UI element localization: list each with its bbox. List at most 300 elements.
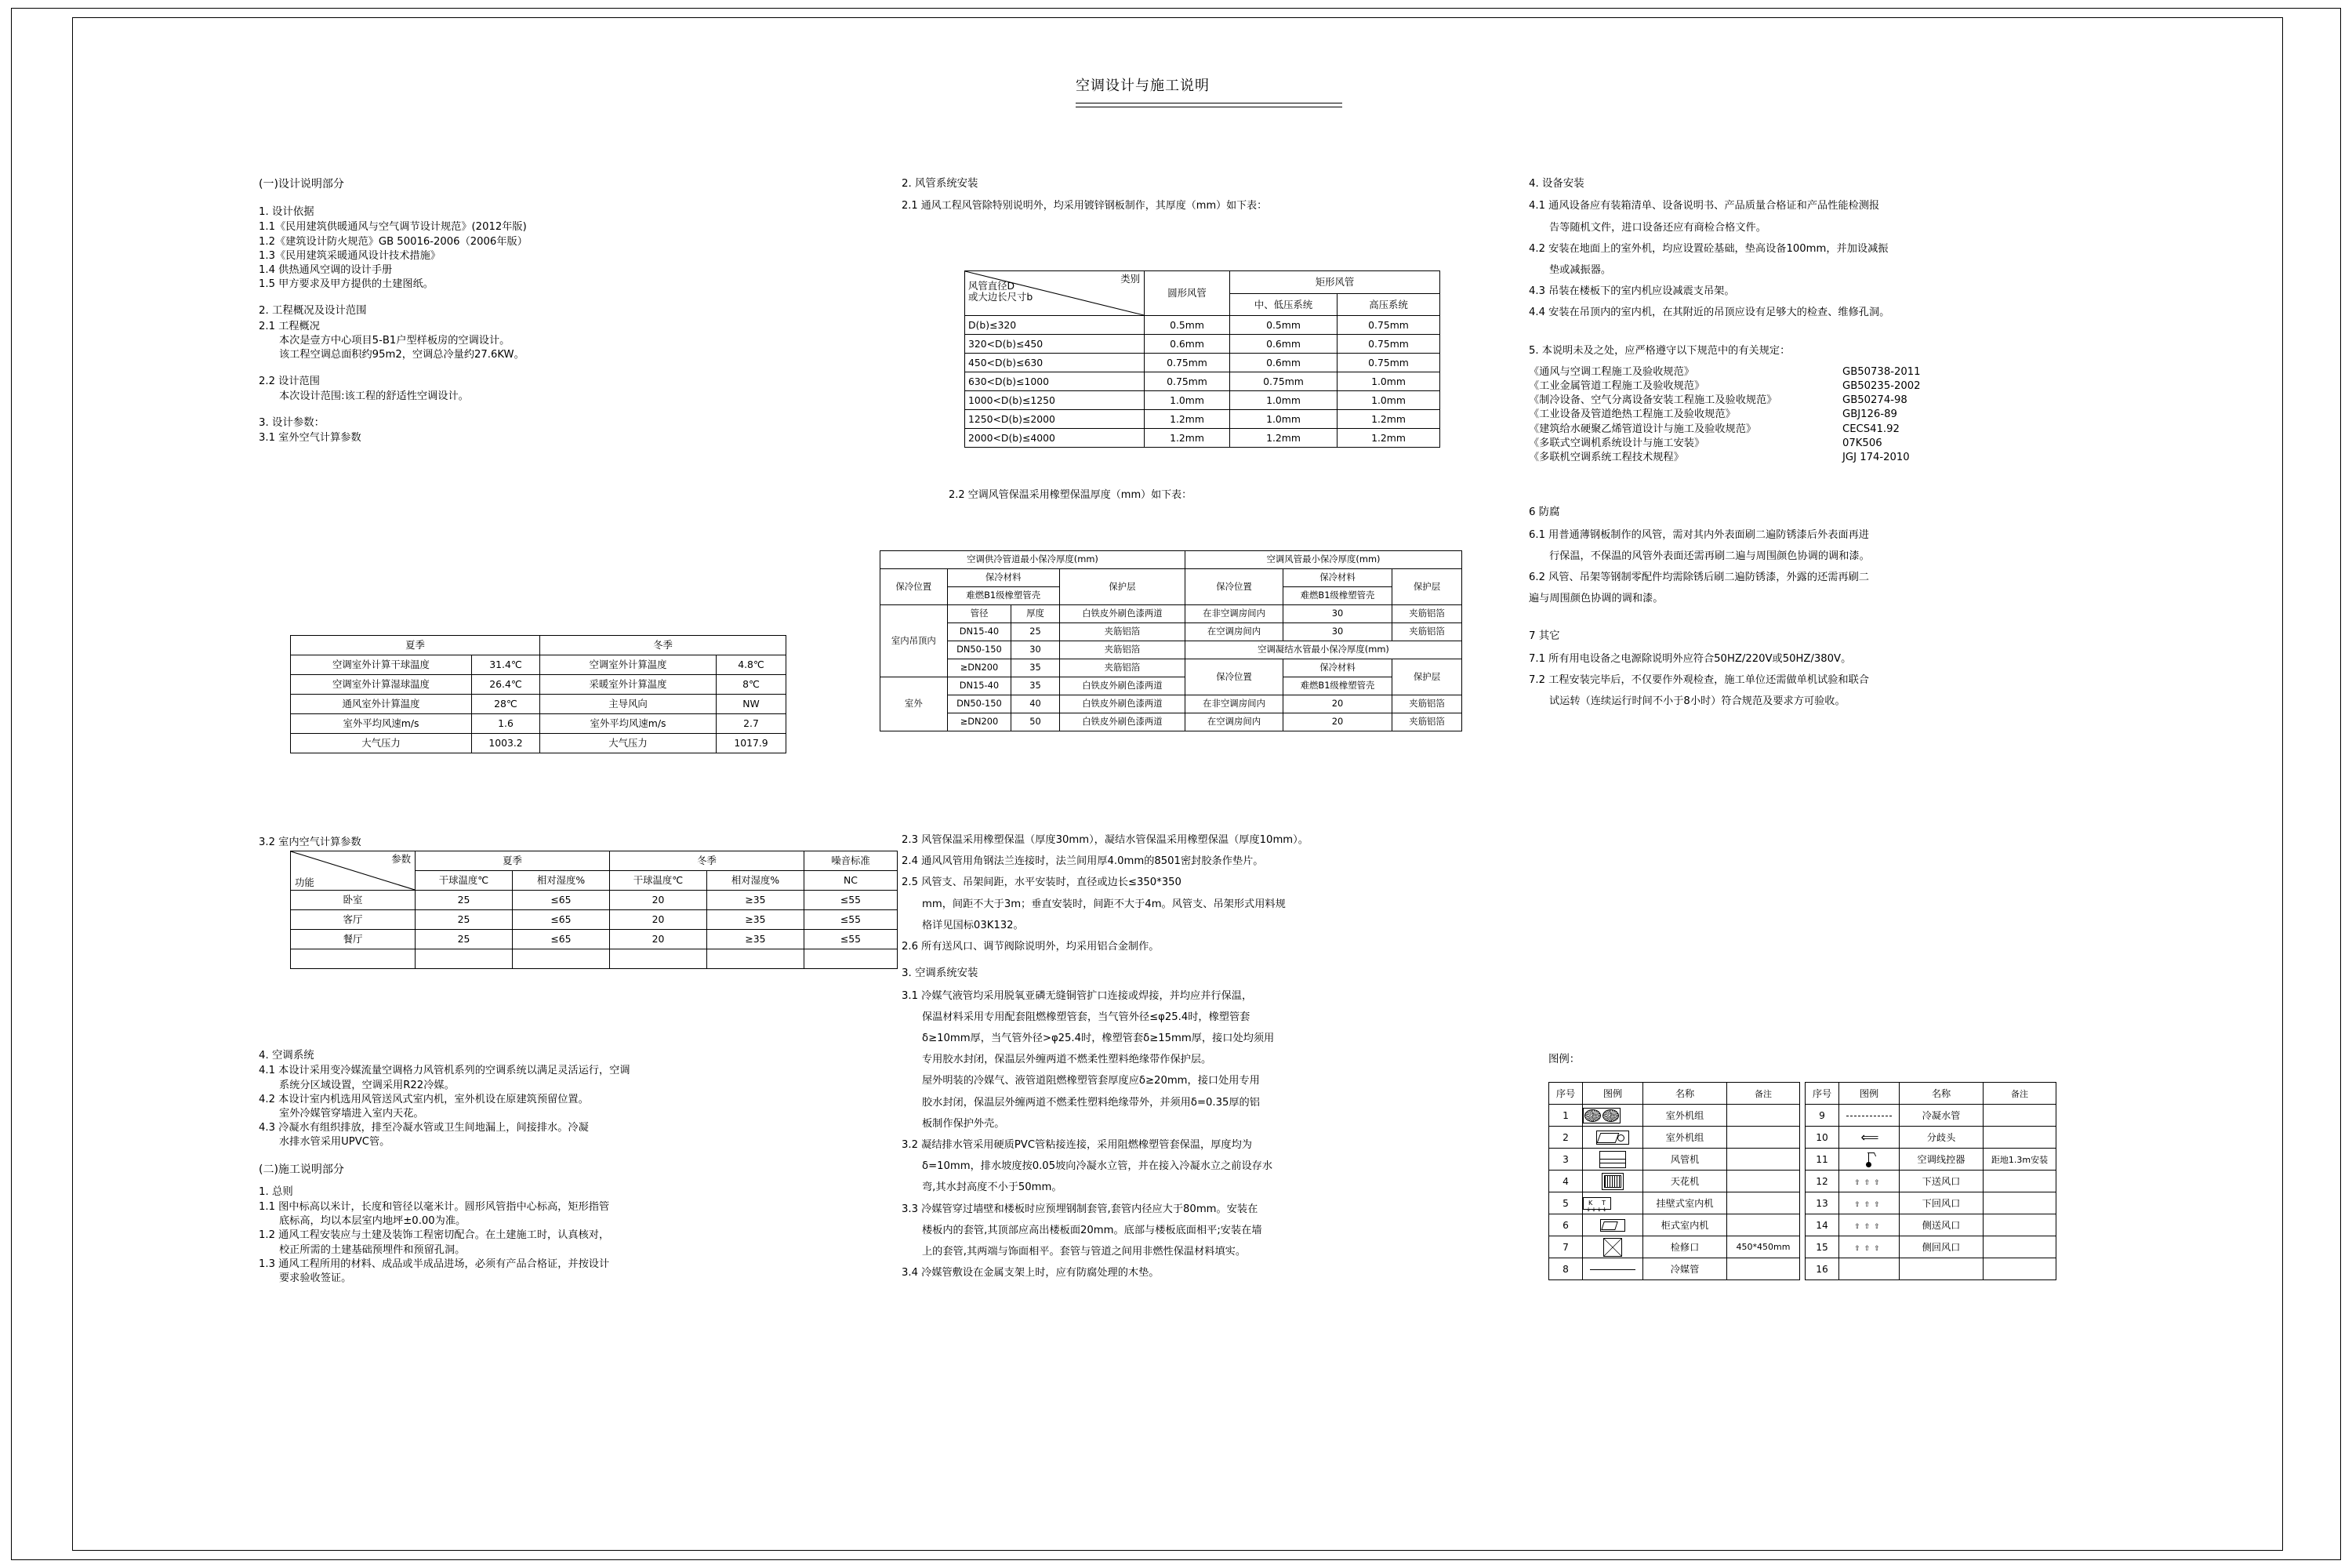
design-basis-item: 1.5 甲方要求及甲方提供的土建图纸。 (259, 278, 434, 291)
cell: 白铁皮外刷色漆两道 (1059, 677, 1185, 695)
ac-install-line: 胶水封闭，保温层外缠两道不燃柔性塑料绝缘带外，并须用δ=0.35厚的铝 (922, 1096, 1260, 1109)
section-3-1-heading: 3.1 室外空气计算参数 (259, 432, 361, 445)
legend-remark (1984, 1236, 2056, 1258)
pipe-insulation-caption: 空调供冷管道最小保冷厚度(mm) (880, 551, 1185, 569)
ac-install-line: 板制作保护外壳。 (922, 1117, 1005, 1130)
design-basis-item: 1.3《民用建筑采暖通风设计技术措施》 (259, 249, 441, 262)
ac-system-line: 系统分区域设置，空调采用R22冷媒。 (279, 1079, 455, 1091)
material-sub-header: 难燃B1级橡塑管壳 (1283, 677, 1392, 695)
construction-general-line: 校正所需的土建基础预埋件和预留孔洞。 (279, 1243, 466, 1256)
summer-group-header: 夏季 (291, 636, 540, 655)
cell: 夹筋铝箔 (1392, 713, 1462, 731)
anticorrosion-line: 6.1 用普通薄钢板制作的风管，需对其内外表面刷二遍防锈漆后外表面再进 (1529, 528, 1869, 541)
legend-remark (1984, 1171, 2056, 1192)
standard-row (1529, 424, 2180, 434)
size-range: 1250<D(b)≤2000 (965, 410, 1145, 429)
left-column (259, 179, 760, 447)
cell: 夹筋铝箔 (1392, 623, 1462, 641)
sub-header: NC (804, 871, 898, 891)
legend-no: 14 (1806, 1214, 1839, 1236)
legend-col-remark: 备注 (1984, 1083, 2056, 1105)
ac-install-line: 弯,其水封高度不小于50mm。 (922, 1181, 1062, 1194)
legend-no: 6 (1549, 1214, 1583, 1236)
size-range: D(b)≤320 (965, 316, 1145, 335)
cell: 0.75mm (1145, 354, 1230, 372)
equipment-install-line: 告等随机文件，进口设备还应有商检合格文件。 (1549, 221, 1766, 234)
ac-system-line: 4.2 本设计室内机选用风管送风式室内机，室外机设在原建筑预留位置。 (259, 1093, 589, 1105)
noise-group-header: 噪音标准 (804, 851, 898, 871)
param-label: 采暖室外计算温度 (540, 675, 717, 695)
standard-code: GB50235-2002 (1842, 380, 1921, 393)
cell: 0.5mm (1230, 316, 1338, 335)
side-return-grille-icon: ⇧⇧⇧ (1839, 1236, 1900, 1258)
legend-remark: 450*450mm (1727, 1236, 1800, 1258)
size-range: 320<D(b)≤450 (965, 335, 1145, 354)
ac-install-line: δ=10mm，排水坡度按0.05坡向冷凝水立管，并在接入冷凝水立之前设存水 (922, 1160, 1273, 1173)
cell: DN15-40 (947, 677, 1011, 695)
legend-no: 12 (1806, 1171, 1839, 1192)
section-3-heading: 3. 设计参数： (259, 416, 325, 429)
equipment-install-line: 4.1 通风设备应有装箱清单、设备说明书、产品质量合格证和产品性能检测报 (1529, 200, 1880, 212)
cell: ≤55 (804, 930, 898, 949)
legend-name: 下送风口 (1900, 1171, 1984, 1192)
cell: ≤65 (513, 910, 610, 930)
cell (610, 949, 707, 969)
winter-group-header: 冬季 (610, 851, 804, 871)
project-overview-line: 本次是壹方中心项目5-B1户型样板房的空调设计。 (279, 335, 510, 347)
duct-note: 2.4 通风风管用角钢法兰连接时，法兰间用厚4.0mm的8501密封胶条作垫片。 (902, 855, 1264, 868)
param-label: 主导风向 (540, 695, 717, 714)
legend-no: 1 (1549, 1105, 1583, 1127)
anticorrosion-line: 遍与周围颜色协调的调和漆。 (1529, 593, 1664, 605)
material-header: 保冷材料 (1283, 569, 1392, 587)
param-label: 大气压力 (291, 734, 472, 753)
standard-name: 《工业金属管道工程施工及验收规范》 (1529, 380, 1705, 393)
ac-install-line: 专用胶水封闭，保温层外缠两道不燃柔性塑料绝缘带作保护层。 (922, 1054, 1212, 1066)
standard-name: 《建筑给水硬聚乙烯管道设计与施工及验收规范》 (1529, 423, 1757, 435)
room-name: 客厅 (291, 910, 416, 930)
position-header: 保冷位置 (1185, 569, 1283, 605)
size-range: 1000<D(b)≤1250 (965, 391, 1145, 410)
cell: 管径 (947, 605, 1011, 623)
other-heading: 7 其它 (1529, 630, 1560, 643)
table-row (965, 316, 1440, 335)
legend-col-remark: 备注 (1727, 1083, 1800, 1105)
legend-name: 柜式室内机 (1643, 1214, 1727, 1236)
cell: 1.0mm (1338, 372, 1440, 391)
standard-code: GB50738-2011 (1842, 365, 1921, 378)
indoor-diagonal-header (291, 851, 416, 891)
refrigerant-pipe-icon (1583, 1258, 1643, 1280)
design-part-heading: (一)设计说明部分 (259, 178, 344, 191)
table-row (880, 641, 1462, 659)
standard-name: 《多联机空调系统工程技术规程》 (1529, 452, 1684, 464)
legend-no: 16 (1806, 1258, 1839, 1280)
room-name: 餐厅 (291, 930, 416, 949)
cell: 1.0mm (1230, 391, 1338, 410)
legend-remark (1727, 1192, 1800, 1214)
equipment-install-line: 4.3 吊装在楼板下的室内机应设减震支吊架。 (1529, 285, 1735, 298)
cell: 1.0mm (1145, 391, 1230, 410)
cell: 夹筋铝箔 (1392, 695, 1462, 713)
cell: 0.75mm (1338, 354, 1440, 372)
duct-note: 2.3 风管保温采用橡塑保温（厚度30mm），凝结水管保温采用橡塑保温（厚度10mm）。 (902, 834, 1308, 846)
legend-name: 下回风口 (1900, 1192, 1984, 1214)
cell: 30 (1283, 623, 1392, 641)
legend-row (1806, 1105, 2056, 1127)
cell: 30 (1011, 641, 1059, 659)
legend-name: 侧送风口 (1900, 1214, 1984, 1236)
diag-bottom-label-1: 风管直径D (968, 280, 1015, 292)
page-title: 空调设计与施工说明 (1076, 78, 1210, 94)
cell: 40 (1011, 695, 1059, 713)
cell: 0.6mm (1230, 335, 1338, 354)
legend-row (1549, 1236, 1800, 1258)
material-header: 保冷材料 (1283, 659, 1392, 677)
param-value: 1.6 (472, 714, 540, 734)
cell: ≥35 (707, 891, 804, 910)
param-value: 4.8℃ (717, 655, 786, 675)
legend-name: 室外机组 (1643, 1127, 1727, 1149)
duct-note: mm，间距不大于3m；垂直安装时，间距不大于4m。风管支、吊架形式用料规 (922, 898, 1286, 910)
cell: 夹筋铝箔 (1059, 641, 1185, 659)
standard-code: GB50274-98 (1842, 394, 1907, 407)
cell: 20 (1283, 695, 1392, 713)
standard-row (1529, 452, 2180, 463)
standard-code: GBJ126-89 (1842, 408, 1897, 421)
cell: ≤55 (804, 891, 898, 910)
table-row (880, 659, 1462, 677)
material-sub-header: 难燃B1级橡塑管壳 (947, 587, 1059, 605)
equipment-install-line: 4.4 安装在吊顶内的室内机，在其附近的吊顶应设有足够大的检查、维修孔洞。 (1529, 307, 1890, 319)
section-3-2-heading: 3.2 室内空气计算参数 (259, 837, 361, 848)
protection-header: 保护层 (1392, 569, 1462, 605)
legend-name: 室外机组 (1643, 1105, 1727, 1127)
cell: 20 (610, 891, 707, 910)
param-label: 大气压力 (540, 734, 717, 753)
legend-no: 5 (1549, 1192, 1583, 1214)
legend-name: 风管机 (1643, 1149, 1727, 1171)
table-row (965, 335, 1440, 354)
cell: 20 (610, 910, 707, 930)
table-row (880, 623, 1462, 641)
insulation-caption: 2.2 空调风管保温采用橡塑保温厚度（mm）如下表： (949, 489, 1192, 501)
legend-row (1549, 1214, 1800, 1236)
table-row (291, 949, 898, 969)
legend-name: 空调线控器 (1900, 1149, 1984, 1171)
cell: 夹筋铝箔 (1392, 605, 1462, 623)
cell: 1.0mm (1338, 391, 1440, 410)
legend-no: 4 (1549, 1171, 1583, 1192)
cell: 25 (1011, 623, 1059, 641)
cell: 在非空调房间内 (1185, 605, 1283, 623)
cell: 夹筋铝箔 (1059, 659, 1185, 677)
position-group-indoor: 室内吊顶内 (880, 605, 948, 677)
cell: 厚度 (1011, 605, 1059, 623)
legend-no: 11 (1806, 1149, 1839, 1171)
param-value: 26.4℃ (472, 675, 540, 695)
side-supply-grille-icon: ⇧⇧⇧ (1839, 1214, 1900, 1236)
legend-row (1806, 1127, 2056, 1149)
ac-install-line: 3.2 凝结排水管采用硬质PVC管粘接连接，采用阻燃橡塑管套保温，厚度均为 (902, 1139, 1252, 1152)
cell: 0.75mm (1145, 372, 1230, 391)
other-line: 试运转（连续运行时间不小于8小时）符合规范及要求方可验收。 (1549, 695, 1846, 708)
cell (416, 949, 513, 969)
cell: ≤55 (804, 910, 898, 930)
position-header: 保冷位置 (1185, 659, 1283, 695)
param-label: 通风室外计算温度 (291, 695, 472, 714)
cell: 1.0mm (1230, 410, 1338, 429)
ac-install-line: 3.3 冷媒管穿过墙壁和楼板时应预埋钢制套管,套管内径应大于80mm。安装在 (902, 1203, 1258, 1215)
other-line: 7.1 所有用电设备之电源除说明外应符合50HZ/220V或50HZ/380V。 (1529, 652, 1852, 665)
ac-install-line: 楼板内的套管,其顶部应高出楼板面20mm。底部与楼板底面相平;安装在墙 (922, 1224, 1262, 1236)
section-4-heading: 4. 空调系统 (259, 1050, 314, 1062)
legend-no: 7 (1549, 1236, 1583, 1258)
sub-header: 相对湿度% (513, 871, 610, 891)
ac-install-line: 3.4 冷媒管敷设在金属支架上时，应有防腐处理的木垫。 (902, 1267, 1160, 1279)
legend-row (1549, 1258, 1800, 1280)
section-2-2-heading: 2.2 设计范围 (259, 376, 320, 388)
legend-table-left (1548, 1082, 1800, 1280)
rect-duct-header: 矩形风管 (1230, 271, 1440, 294)
cell: 0.75mm (1338, 335, 1440, 354)
legend-no: 10 (1806, 1127, 1839, 1149)
ac-system-line: 室外冷媒管穿墙进入室内天花。 (279, 1108, 424, 1120)
table-row (965, 429, 1440, 448)
cell: 25 (416, 891, 513, 910)
cassette-unit-icon (1583, 1171, 1643, 1192)
table-row (880, 695, 1462, 713)
table-row (291, 695, 786, 714)
section-2-heading: 2. 工程概况及设计范围 (259, 305, 367, 318)
duct-note: 2.6 所有送风口、调节阀除说明外，均采用铝合金制作。 (902, 941, 1160, 953)
legend-col-name: 名称 (1900, 1083, 1984, 1105)
cell: 50 (1011, 713, 1059, 731)
standard-row (1529, 395, 2180, 405)
cell: ≥DN200 (947, 659, 1011, 677)
legend-row (1806, 1171, 2056, 1192)
outdoor-unit-box-icon (1583, 1127, 1643, 1149)
wired-controller-icon (1839, 1149, 1900, 1171)
diag-top-label: 参数 (391, 853, 411, 865)
legend-no: 8 (1549, 1258, 1583, 1280)
diag-bottom-label-2: 或大边长尺寸b (968, 290, 1033, 303)
table-row (291, 734, 786, 753)
section-2-1-heading: 2.1 工程概况 (259, 320, 320, 332)
high-pressure-header: 高压系统 (1338, 293, 1440, 316)
legend-row (1549, 1149, 1800, 1171)
legend-row (1806, 1149, 2056, 1171)
design-basis-item: 1.1《民用建筑供暖通风与空气调节设计规范》(2012年版) (259, 221, 527, 234)
param-value: NW (717, 695, 786, 714)
cell: DN15-40 (947, 623, 1011, 641)
position-group-outdoor: 室外 (880, 677, 948, 731)
table-row (291, 714, 786, 734)
table-row (965, 372, 1440, 391)
cell: 在空调房间内 (1185, 713, 1283, 731)
legend-no: 9 (1806, 1105, 1839, 1127)
table-row (291, 675, 786, 695)
duct-note: 格详见国标03K132。 (922, 919, 1024, 931)
anticorrosion-line: 6.2 风管、吊架等钢制零配件均需除锈后刷二遍防锈漆，外露的还需再刷二 (1529, 572, 1869, 584)
equipment-install-line: 4.2 安装在地面上的室外机，均应设置砼基础，垫高设备100mm，并加设减振 (1529, 242, 1889, 255)
legend-name: 天花机 (1643, 1171, 1727, 1192)
legend-name: 检修口 (1643, 1236, 1727, 1258)
duct-insulation-caption: 空调风管最小保冷厚度(mm) (1185, 551, 1462, 569)
construction-general-line: 1.2 通风工程安装应与土建及装饰工程密切配合。在土建施工时，认真核对， (259, 1229, 610, 1242)
legend-no: 2 (1549, 1127, 1583, 1149)
legend-tables (1548, 1082, 2056, 1280)
diag-bottom-label: 功能 (295, 876, 314, 888)
legend-table-right (1805, 1082, 2056, 1280)
construction-general-line: 要求验收签证。 (279, 1272, 352, 1285)
material-header: 保冷材料 (947, 569, 1059, 587)
cell: 夹筋铝箔 (1059, 623, 1185, 641)
cell: ≥35 (707, 930, 804, 949)
duct-diagonal-header (965, 271, 1145, 316)
standard-name: 《制冷设备、空气分离设备安装工程施工及验收规范》 (1529, 394, 1777, 407)
param-value: 28℃ (472, 695, 540, 714)
cell: 1.2mm (1230, 429, 1338, 448)
condensate-caption: 空调凝结水管最小保冷厚度(mm) (1185, 641, 1462, 659)
legend-row (1806, 1258, 2056, 1280)
cell: DN50-150 (947, 695, 1011, 713)
legend-label: 图例： (1548, 1054, 1581, 1065)
equipment-install-heading: 4. 设备安装 (1529, 178, 1584, 190)
legend-no: 15 (1806, 1236, 1839, 1258)
duct-thickness-caption: 2.1 通风工程风管除特别说明外，均采用镀锌钢板制作，其厚度（mm）如下表： (902, 200, 1268, 212)
legend-row (1549, 1192, 1800, 1214)
cell: 1.2mm (1338, 429, 1440, 448)
standard-name: 《多联式空调机系统设计与施工安装》 (1529, 437, 1705, 449)
project-overview-line: 该工程空调总面积约95m2，空调总冷量约27.6KW。 (279, 349, 524, 361)
ac-install-line: 屋外明装的冷媒气、液管道阻燃橡塑管套厚度应δ≥20mm，接口处用专用 (922, 1075, 1260, 1087)
right-column (1529, 179, 2180, 710)
summer-group-header: 夏季 (416, 851, 610, 871)
legend-remark (1984, 1105, 2056, 1127)
cell: 25 (416, 910, 513, 930)
middle-column-mid (902, 835, 1568, 1282)
legend-name: 冷凝水管 (1900, 1105, 1984, 1127)
legend-row (1806, 1236, 2056, 1258)
table-row (291, 910, 898, 930)
anticorrosion-heading: 6 防腐 (1529, 506, 1560, 519)
cell: 在空调房间内 (1185, 623, 1283, 641)
branch-head-icon: ⟸ (1839, 1127, 1900, 1149)
cell: 0.6mm (1145, 335, 1230, 354)
cell: 1.2mm (1338, 410, 1440, 429)
cell: 在非空调房间内 (1185, 695, 1283, 713)
param-value: 1003.2 (472, 734, 540, 753)
standard-code: CECS41.92 (1842, 423, 1900, 435)
down-supply-grille-icon: ⇧⇧⇧ (1839, 1171, 1900, 1192)
anticorrosion-line: 行保温，不保温的风管外表面还需再刷二遍与周围颜色协调的调和漆。 (1549, 550, 1870, 562)
legend-remark (1727, 1127, 1800, 1149)
legend-name: 分歧头 (1900, 1127, 1984, 1149)
construction-general-line: 1.1 图中标高以米计，长度和管径以毫米计。圆形风管指中心标高，矩形指管 (259, 1201, 610, 1214)
cell (804, 949, 898, 969)
legend-name: 侧回风口 (1900, 1236, 1984, 1258)
insulation-thickness-table (880, 550, 1462, 731)
cell: 1.2mm (1145, 429, 1230, 448)
design-basis-item: 1.2《建筑设计防火规范》GB 50016-2006（2006年版） (259, 235, 528, 248)
legend-remark (1727, 1149, 1800, 1171)
condensate-pipe-icon (1839, 1105, 1900, 1127)
legend-remark (1727, 1214, 1800, 1236)
standard-name: 《工业设备及管道绝热工程施工及验收规范》 (1529, 408, 1736, 421)
legend-row (1549, 1127, 1800, 1149)
table-row (880, 677, 1462, 695)
wall-mounted-unit-icon: K T ↓↓↓↓ (1583, 1192, 1643, 1214)
standard-name: 《通风与空调工程施工及验收规范》 (1529, 365, 1694, 378)
cell: 0.6mm (1230, 354, 1338, 372)
sub-header: 干球温度℃ (610, 871, 707, 891)
legend-remark (1984, 1192, 2056, 1214)
ac-install-line: 保温材料采用专用配套阻燃橡塑管套，当气管外径≤φ25.4时，橡塑管套 (922, 1011, 1250, 1023)
param-value: 8℃ (717, 675, 786, 695)
outdoor-unit-fans-icon (1583, 1105, 1643, 1127)
legend-col-symbol: 图例 (1839, 1083, 1900, 1105)
left-column-lower (259, 1051, 776, 1287)
legend-row (1806, 1192, 2056, 1214)
cell: 白铁皮外刷色漆两道 (1059, 713, 1185, 731)
protection-header: 保护层 (1392, 659, 1462, 695)
room-name: 卧室 (291, 891, 416, 910)
cell (513, 949, 610, 969)
cell: 20 (610, 930, 707, 949)
section-1-heading: 1. 设计依据 (259, 206, 314, 218)
param-value: 2.7 (717, 714, 786, 734)
standard-row (1529, 367, 2180, 377)
table-row (880, 713, 1462, 731)
duct-plate-thickness-table (964, 270, 1440, 448)
construction-general-line: 底标高，均以本层室内地坪±0.00为准。 (279, 1215, 466, 1228)
legend-row (1806, 1214, 2056, 1236)
standard-code: JGJ 174-2010 (1842, 452, 1910, 464)
size-range: 2000<D(b)≤4000 (965, 429, 1145, 448)
param-value: 31.4℃ (472, 655, 540, 675)
table-row (291, 891, 898, 910)
ac-install-line: δ≥10mm厚，当气管外径>φ25.4时，橡塑管套δ≥15mm厚，接口处均须用 (922, 1033, 1275, 1045)
cell: ≤65 (513, 930, 610, 949)
down-return-grille-icon: ⇧⇧⇧ (1839, 1192, 1900, 1214)
ac-install-line: 上的套管,其两端与饰面相平。套管与管道之间用非燃性保温材料填实。 (922, 1246, 1247, 1258)
legend-col-symbol: 图例 (1583, 1083, 1643, 1105)
legend-remark (1984, 1258, 2056, 1280)
protection-header: 保护层 (1059, 569, 1185, 605)
legend-name (1900, 1258, 1984, 1280)
cell: 0.75mm (1338, 316, 1440, 335)
standard-row (1529, 409, 2180, 419)
legend-empty-symbol (1839, 1258, 1900, 1280)
legend-remark: 距地1.3m安装 (1984, 1149, 2056, 1171)
table-row (291, 655, 786, 675)
outdoor-air-parameters-table (290, 635, 786, 753)
access-panel-icon (1583, 1236, 1643, 1258)
legend-remark (1727, 1105, 1800, 1127)
cell: 25 (416, 930, 513, 949)
cell: 0.75mm (1230, 372, 1338, 391)
param-label: 空调室外计算干球温度 (291, 655, 472, 675)
sheet-title-block (1076, 74, 1405, 107)
construction-part-heading: (二)施工说明部分 (259, 1163, 344, 1176)
cell: 30 (1283, 605, 1392, 623)
standard-code: 07K506 (1842, 437, 1882, 449)
legend-remark (1984, 1127, 2056, 1149)
legend-remark (1727, 1258, 1800, 1280)
equipment-install-line: 垫或减振器。 (1549, 264, 1612, 277)
cell: 白铁皮外刷色漆两道 (1059, 605, 1185, 623)
